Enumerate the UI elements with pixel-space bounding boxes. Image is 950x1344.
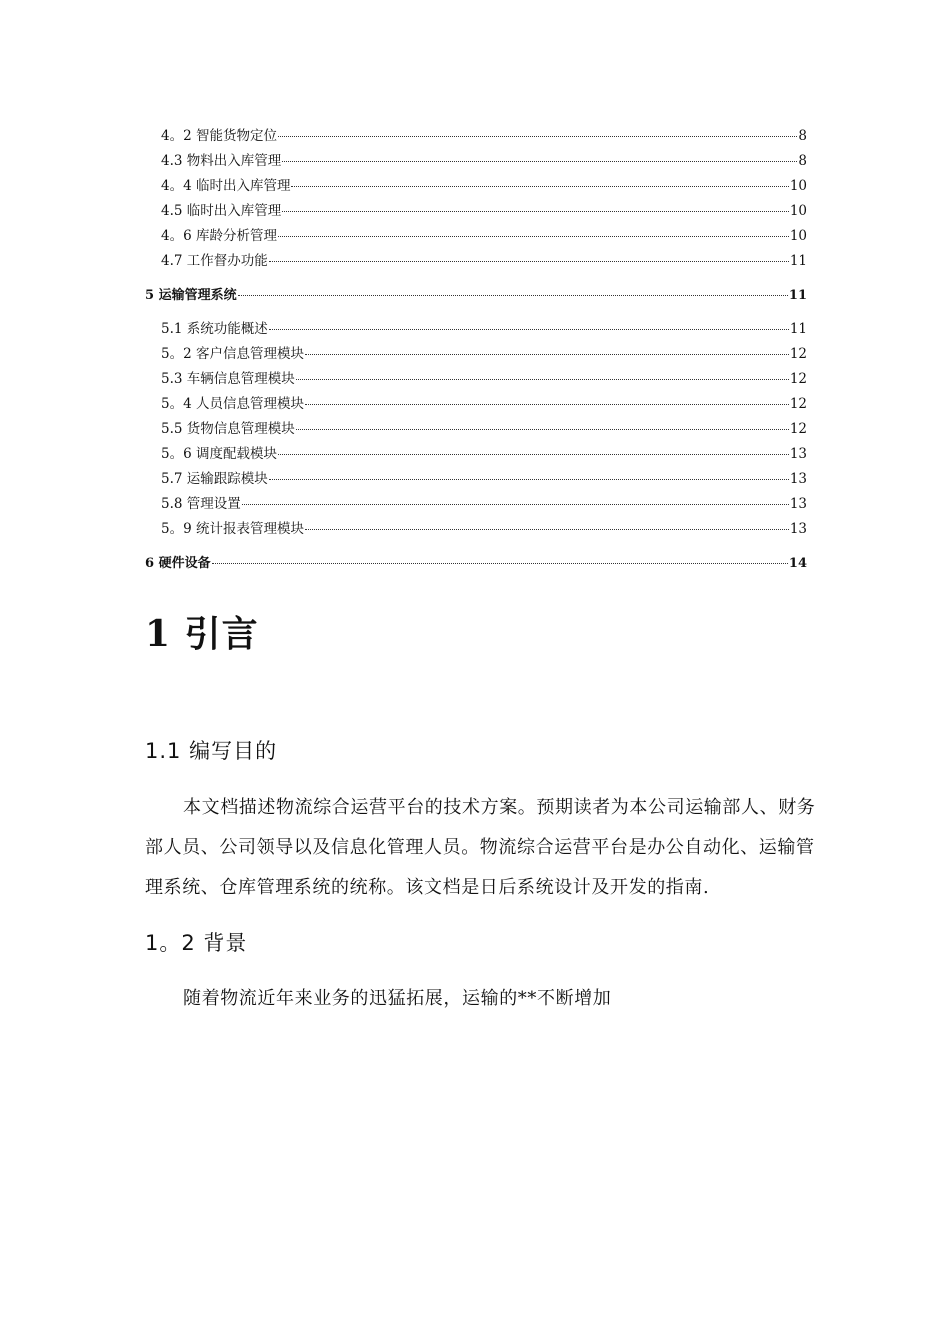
- toc-entry-title: 5.3 车辆信息管理模块: [161, 371, 295, 387]
- toc-entry[interactable]: [145, 317, 807, 342]
- toc-dot-leader: [238, 295, 788, 296]
- toc-dot-leader: [278, 136, 797, 137]
- toc-entry-page: 8: [798, 153, 807, 169]
- toc-dot-leader: [278, 454, 789, 455]
- toc-entry-title: 5。2 客户信息管理模块: [161, 346, 304, 362]
- toc-entry[interactable]: [145, 283, 807, 308]
- toc-entry[interactable]: [145, 199, 807, 224]
- section-heading-purpose: 1.1 编写目的: [145, 739, 278, 763]
- toc-entry[interactable]: [145, 342, 807, 367]
- toc-entry[interactable]: [145, 442, 807, 467]
- toc-entry-title: 4。4 临时出入库管理: [161, 178, 291, 194]
- chapter-heading: 1 引言: [145, 613, 259, 655]
- toc-entry-page: 12: [789, 371, 807, 387]
- toc-entry-page: 12: [789, 346, 807, 362]
- toc-entry[interactable]: [145, 551, 807, 576]
- toc-dot-leader: [212, 563, 788, 564]
- toc-entry-page: 13: [789, 446, 807, 462]
- toc-entry[interactable]: [145, 174, 807, 199]
- toc-dot-leader: [282, 211, 789, 212]
- toc-entry-page: 10: [789, 203, 807, 219]
- toc-entry[interactable]: [145, 392, 807, 417]
- toc-entry-title: 4.3 物料出入库管理: [161, 153, 282, 169]
- toc-entry-page: 11: [788, 288, 807, 303]
- toc-dot-leader: [269, 329, 789, 330]
- toc-entry[interactable]: [145, 417, 807, 442]
- toc-dot-leader: [242, 504, 789, 505]
- toc-entry-title: 6 硬件设备: [145, 556, 211, 571]
- paragraph-background: 随着物流近年来业务的迅猛拓展，运输的**不断增加: [183, 988, 612, 1009]
- toc-entry-page: 10: [789, 178, 807, 194]
- toc-entry[interactable]: [145, 517, 807, 542]
- toc-dot-leader: [296, 379, 789, 380]
- toc-entry-title: 5.7 运输跟踪模块: [161, 471, 268, 487]
- paragraph-purpose: 本文档描述物流综合运营平台的技术方案。预期读者为本公司运输部人、财务部人员、公司领导以及信息化管理人员。物流综合运营平台是办公自动化、运输管理系统、仓库管理系统的统称。该文档是日后系统设计及开发的指南.: [145, 797, 816, 898]
- toc-entry-title: 5.8 管理设置: [161, 496, 241, 512]
- toc-entry-page: 13: [789, 496, 807, 512]
- toc-entry-page: 11: [789, 253, 807, 269]
- toc-dot-leader: [269, 261, 789, 262]
- toc-entry-title: 4.7 工作督办功能: [161, 253, 268, 269]
- toc-entry-page: 13: [789, 471, 807, 487]
- toc-dot-leader: [291, 186, 788, 187]
- toc-entry-title: 5.5 货物信息管理模块: [161, 421, 295, 437]
- toc-entry-page: 12: [789, 421, 807, 437]
- toc-entry[interactable]: [145, 367, 807, 392]
- toc-entry-page: 11: [789, 321, 807, 337]
- toc-entry-page: 10: [789, 228, 807, 244]
- toc-entry[interactable]: [145, 149, 807, 174]
- toc-entry[interactable]: [145, 224, 807, 249]
- toc-entry-page: 8: [798, 128, 807, 144]
- toc-dot-leader: [282, 161, 797, 162]
- table-of-contents: [145, 124, 807, 576]
- toc-entry-title: 5。4 人员信息管理模块: [161, 396, 304, 412]
- toc-entry-page: 12: [789, 396, 807, 412]
- toc-dot-leader: [296, 429, 789, 430]
- toc-dot-leader: [278, 236, 789, 237]
- toc-entry[interactable]: [145, 249, 807, 274]
- toc-entry-page: 13: [789, 521, 807, 537]
- toc-dot-leader: [269, 479, 789, 480]
- toc-entry[interactable]: [145, 467, 807, 492]
- toc-entry-title: 4.5 临时出入库管理: [161, 203, 282, 219]
- toc-entry-page: 14: [788, 556, 807, 571]
- toc-entry-title: 4。2 智能货物定位: [161, 128, 277, 144]
- toc-entry[interactable]: [145, 492, 807, 517]
- toc-entry-title: 5。6 调度配载模块: [161, 446, 277, 462]
- section-heading-background: 1。2 背景: [145, 931, 248, 955]
- toc-entry-title: 4。6 库龄分析管理: [161, 228, 277, 244]
- toc-dot-leader: [305, 529, 789, 530]
- toc-dot-leader: [305, 354, 789, 355]
- toc-dot-leader: [305, 404, 789, 405]
- toc-entry-title: 5 运输管理系统: [145, 288, 237, 303]
- toc-entry-title: 5。9 统计报表管理模块: [161, 521, 304, 537]
- toc-entry-title: 5.1 系统功能概述: [161, 321, 268, 337]
- toc-entry[interactable]: [145, 124, 807, 149]
